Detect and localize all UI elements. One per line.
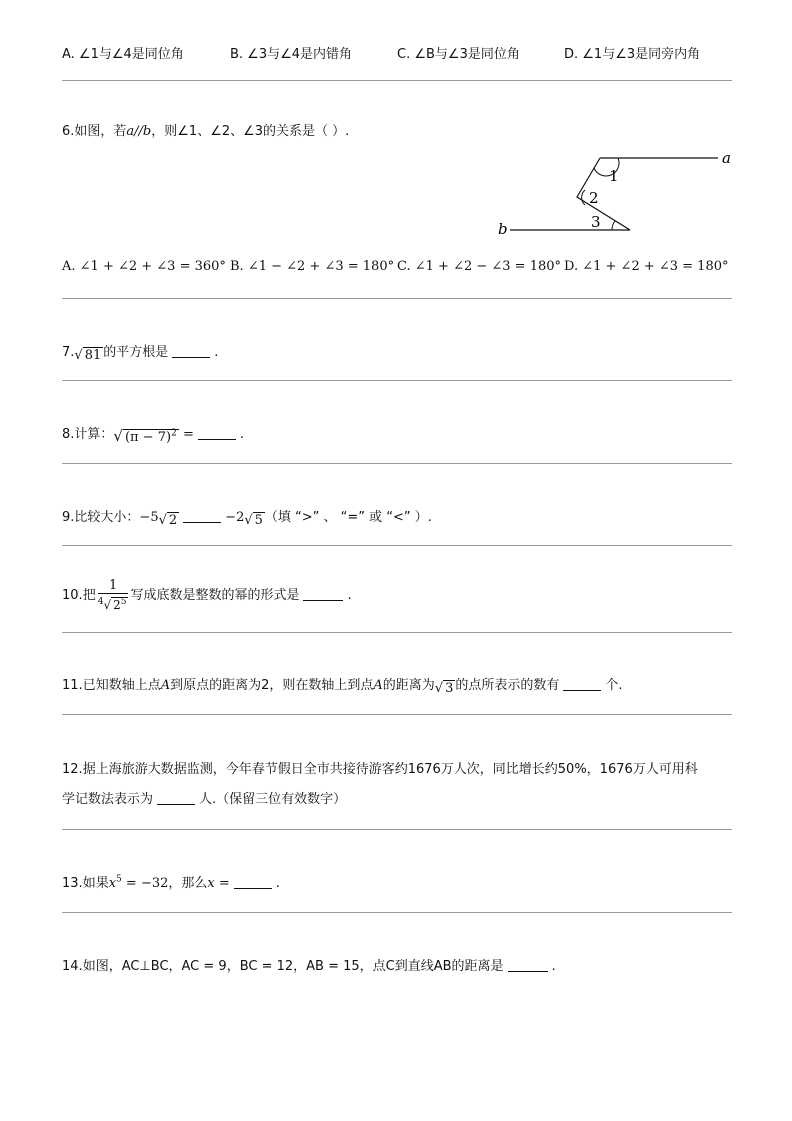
question-number: 6. bbox=[62, 124, 75, 139]
divider bbox=[62, 714, 732, 715]
q12-text: 据上海旅游大数据监测，今年春节假日全市共接待游客约1676万人次，同比增长约50%，1676万人可用科 bbox=[82, 762, 698, 777]
radicand: 2 bbox=[113, 598, 121, 612]
q13-mid: = −32，那么 bbox=[121, 876, 208, 891]
denominator: $^4$√ $2^5$ bbox=[97, 597, 127, 612]
q5-option-a: A. ∠1与∠4是同位角 bbox=[62, 47, 184, 62]
question-12-line-2 bbox=[62, 788, 346, 807]
q6-option-b: B. ∠1 − ∠2 + ∠3 = 180° bbox=[230, 259, 395, 274]
q12-text: 人.（保留三位有效数字） bbox=[199, 792, 347, 807]
q8-end: . bbox=[239, 427, 245, 442]
q6-option-a: A. ∠1 + ∠2 + ∠3 = 360° bbox=[62, 259, 226, 274]
question-number: 8. bbox=[62, 427, 75, 442]
sqrt-expression: √ $(\pi - 7)^2$ bbox=[113, 427, 177, 445]
answer-blank[interactable] bbox=[198, 427, 236, 440]
label-angle-3: 3 bbox=[591, 213, 601, 231]
q6-tail: ，则∠1、∠2、∠3的关系是（ ）. bbox=[151, 124, 350, 139]
right-coefficient: −2 bbox=[225, 510, 245, 525]
question-8 bbox=[62, 423, 244, 445]
question-number: 13. bbox=[62, 876, 83, 891]
radicand: 5 bbox=[254, 513, 263, 528]
label-angle-2: 2 bbox=[589, 189, 599, 207]
question-14 bbox=[62, 955, 556, 974]
question-number: 10. bbox=[62, 588, 83, 603]
q13-end: . bbox=[275, 876, 280, 891]
exponent: 2 bbox=[171, 428, 177, 439]
numerator: 1 bbox=[98, 578, 129, 594]
q11-text: 已知数轴上点 bbox=[82, 678, 161, 693]
question-12-line-1 bbox=[62, 758, 698, 777]
divider bbox=[62, 298, 732, 299]
sqrt-expression: √ 81 bbox=[74, 348, 102, 363]
q6-condition: a//b bbox=[126, 124, 152, 139]
label-angle-1: 1 bbox=[609, 167, 619, 185]
answer-blank[interactable] bbox=[183, 510, 221, 523]
variable-x: x bbox=[108, 876, 117, 891]
radicand: 2 bbox=[168, 513, 178, 528]
q10-lead: 把 bbox=[82, 588, 96, 603]
question-13 bbox=[62, 872, 280, 891]
q11-text: 的距离为 bbox=[382, 678, 435, 693]
q5-option-b: B. ∠3与∠4是内错角 bbox=[230, 47, 353, 62]
equals: = bbox=[178, 427, 194, 442]
q9-tail: （填 “>” 、 “=” 或 “<” ）. bbox=[264, 510, 432, 525]
question-number: 11. bbox=[62, 678, 83, 693]
q11-text: 的点所表示的数有 bbox=[455, 678, 560, 693]
root-index: 4 bbox=[97, 597, 104, 607]
point-a: A bbox=[373, 678, 383, 693]
sqrt-expression: √ 2 bbox=[158, 513, 178, 528]
question-10 bbox=[62, 578, 352, 613]
radicand: 3 bbox=[445, 681, 454, 696]
q6-lead: 如图，若 bbox=[74, 124, 127, 139]
question-number: 12. bbox=[62, 762, 83, 777]
q14-text: 如图，AC⊥BC，AC = 9，BC = 12，AB = 15，点C到直线AB的距离是 bbox=[82, 959, 504, 974]
q5-option-d: D. ∠1与∠3是同旁内角 bbox=[564, 47, 701, 62]
divider bbox=[62, 829, 732, 830]
question-7 bbox=[62, 341, 218, 363]
question-11 bbox=[62, 674, 623, 696]
q12-text: 学记数法表示为 bbox=[62, 792, 154, 807]
question-6 bbox=[62, 120, 349, 139]
q8-lead: 计算： bbox=[74, 427, 114, 442]
q9-lead: 比较大小： bbox=[74, 510, 140, 525]
q6-option-d: D. ∠1 + ∠2 + ∠3 = 180° bbox=[564, 259, 729, 274]
radicand: (π − 7) bbox=[124, 430, 172, 445]
answer-blank[interactable] bbox=[172, 345, 210, 358]
question-number: 7. bbox=[62, 345, 75, 360]
q11-end: 个. bbox=[605, 678, 623, 693]
q6-option-c: C. ∠1 + ∠2 − ∠3 = 180° bbox=[397, 259, 562, 274]
sqrt-expression: √ 5 bbox=[244, 513, 263, 528]
divider bbox=[62, 380, 732, 381]
sqrt-expression: √ 3 bbox=[434, 681, 454, 696]
question-number: 9. bbox=[62, 510, 75, 525]
left-coefficient: −5 bbox=[139, 510, 159, 525]
equals: = bbox=[214, 876, 230, 891]
divider bbox=[62, 632, 732, 633]
answer-blank[interactable] bbox=[234, 876, 272, 889]
q10-tail: 写成底数是整数的幂的形式是 bbox=[130, 588, 300, 603]
q13-lead: 如果 bbox=[82, 876, 109, 891]
q10-end: . bbox=[347, 588, 352, 603]
answer-blank[interactable] bbox=[303, 588, 343, 601]
q7-end: . bbox=[214, 345, 219, 360]
point-a: A bbox=[160, 678, 171, 693]
exponent: 5 bbox=[116, 874, 122, 885]
answer-blank[interactable] bbox=[508, 959, 548, 972]
q7-text: 的平方根是 bbox=[103, 345, 169, 360]
q14-end: . bbox=[551, 959, 556, 974]
answer-blank[interactable] bbox=[563, 678, 601, 691]
variable-x: x bbox=[207, 876, 215, 891]
divider bbox=[62, 80, 732, 81]
divider bbox=[62, 545, 732, 546]
label-b: b bbox=[498, 220, 508, 238]
question-number: 14. bbox=[62, 959, 83, 974]
answer-blank[interactable] bbox=[157, 792, 195, 805]
fraction bbox=[98, 578, 129, 613]
divider bbox=[62, 463, 732, 464]
q11-text: 到原点的距离为2，则在数轴上到点 bbox=[170, 678, 374, 693]
exponent: 5 bbox=[120, 597, 127, 607]
divider bbox=[62, 912, 732, 913]
question-9 bbox=[62, 506, 432, 528]
q5-option-c: C. ∠B与∠3是同位角 bbox=[397, 47, 520, 62]
parallel-lines-figure bbox=[490, 145, 740, 240]
radicand: 81 bbox=[84, 348, 102, 363]
label-a: a bbox=[722, 149, 731, 167]
